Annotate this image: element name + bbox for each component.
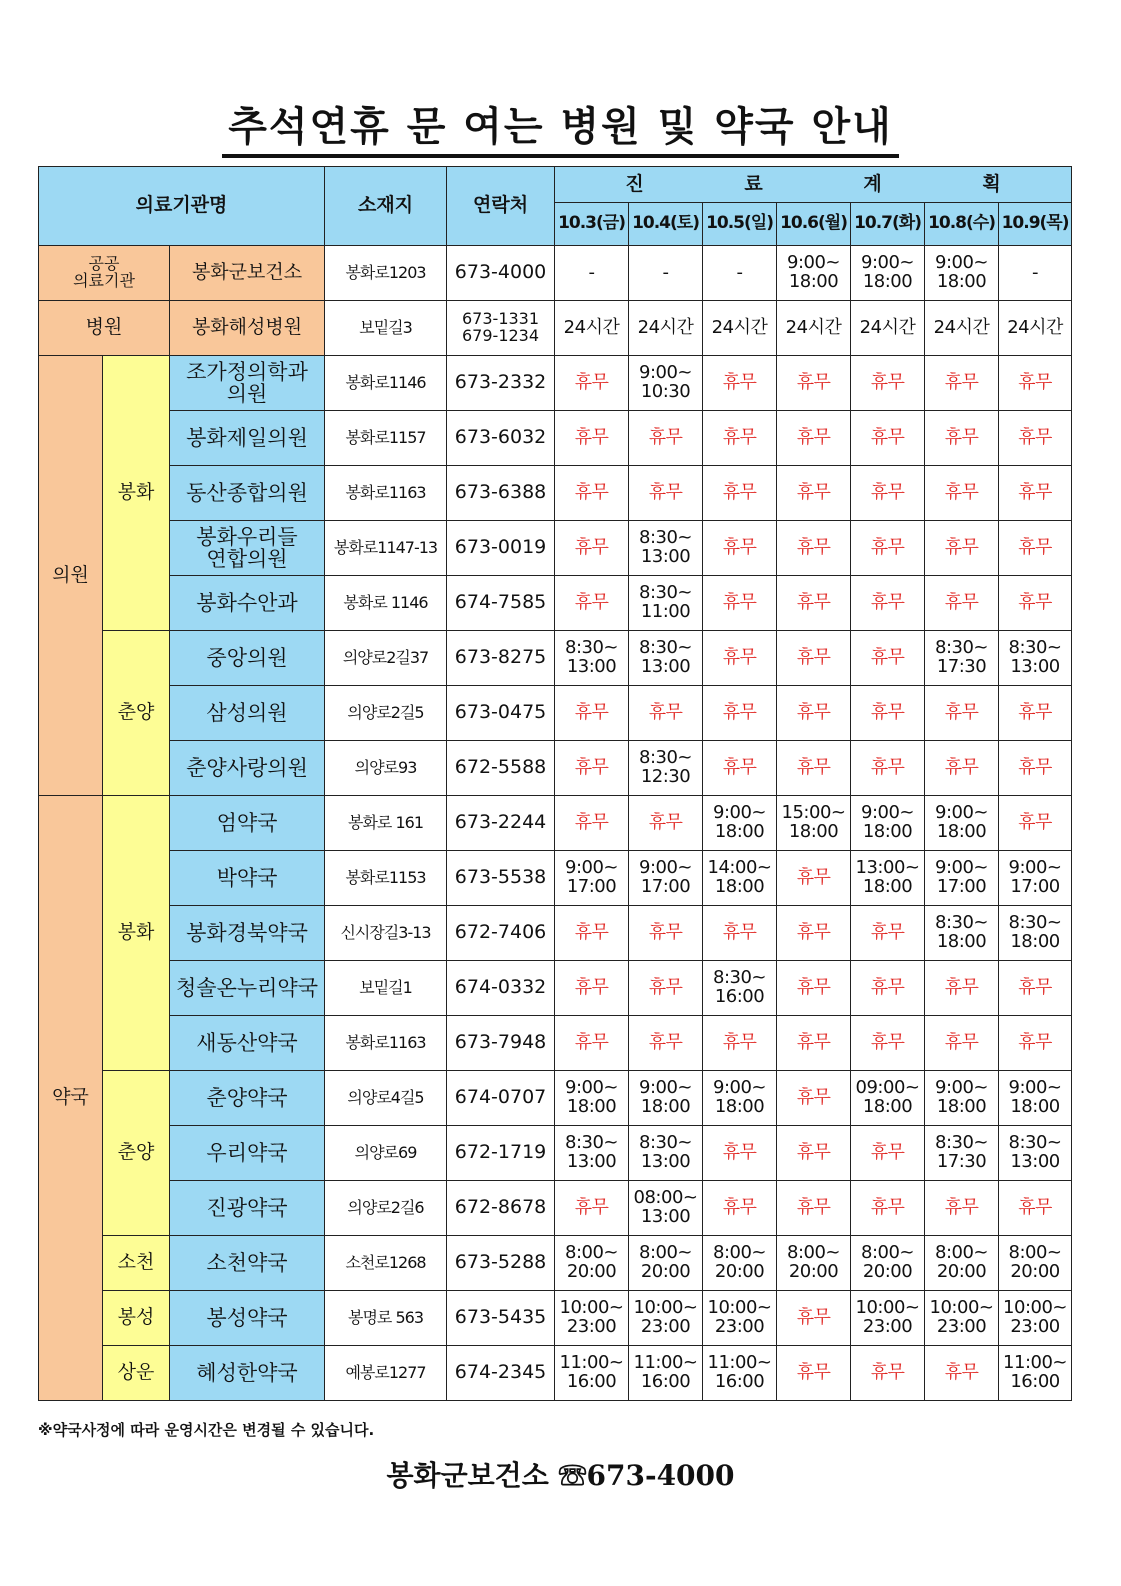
schedule-cell: 11:00~ 16:00 <box>999 1346 1072 1401</box>
institution-name: 혜성한약국 <box>170 1346 325 1401</box>
schedule-cell: 휴무 <box>925 961 999 1016</box>
schedule-cell: 휴무 <box>703 576 777 631</box>
schedule-cell: 휴무 <box>629 686 703 741</box>
schedule-cell: 휴무 <box>555 741 629 796</box>
schedule-cell: 휴무 <box>851 686 925 741</box>
schedule-cell: 휴무 <box>999 466 1072 521</box>
institution-location: 봉명로 563 <box>325 1291 447 1346</box>
schedule-cell: 휴무 <box>629 796 703 851</box>
institution-location: 의양로2길6 <box>325 1181 447 1236</box>
schedule-cell: 8:30~ 13:00 <box>629 631 703 686</box>
schedule-cell: 휴무 <box>925 576 999 631</box>
schedule-cell: 8:30~ 13:00 <box>999 631 1072 686</box>
schedule-cell: 휴무 <box>851 631 925 686</box>
table-row <box>39 631 1072 686</box>
schedule-cell: 10:00~ 23:00 <box>703 1291 777 1346</box>
institution-name: 진광약국 <box>170 1181 325 1236</box>
schedule-cell: 9:00~ 18:00 <box>925 246 999 301</box>
schedule-cell: 휴무 <box>851 741 925 796</box>
table-row <box>39 906 1072 961</box>
schedule-cell: 휴무 <box>777 466 851 521</box>
schedule-cell: 휴무 <box>703 686 777 741</box>
schedule-cell: 8:00~ 20:00 <box>777 1236 851 1291</box>
schedule-cell: 휴무 <box>777 1346 851 1401</box>
schedule-cell: 8:30~ 13:00 <box>999 1126 1072 1181</box>
schedule-cell: 9:00~ 18:00 <box>851 796 925 851</box>
schedule-cell: 8:00~ 20:00 <box>925 1236 999 1291</box>
schedule-cell: 휴무 <box>925 741 999 796</box>
schedule-cell: 휴무 <box>925 356 999 411</box>
schedule-cell: 휴무 <box>555 1181 629 1236</box>
schedule-cell: 휴무 <box>555 356 629 411</box>
institution-phone: 674-0707 <box>447 1071 555 1126</box>
schedule-cell: 8:30~ 13:00 <box>555 1126 629 1181</box>
region-sangun: 상운 <box>103 1346 170 1401</box>
institution-name: 봉화군보건소 <box>170 246 325 301</box>
schedule-cell: 8:30~ 13:00 <box>555 631 629 686</box>
schedule-cell: 9:00~ 18:00 <box>851 246 925 301</box>
schedule-cell: 8:30~ 18:00 <box>925 906 999 961</box>
schedule-cell: 휴무 <box>925 686 999 741</box>
schedule-cell: 휴무 <box>703 1016 777 1071</box>
schedule-cell: 휴무 <box>629 906 703 961</box>
institution-phone: 673-1331 679-1234 <box>447 301 555 356</box>
institution-location: 의양로4길5 <box>325 1071 447 1126</box>
region-chunyang: 춘양 <box>103 631 170 796</box>
schedule-cell: 11:00~ 16:00 <box>629 1346 703 1401</box>
schedule-cell: 휴무 <box>703 411 777 466</box>
schedule-cell: 8:30~ 12:30 <box>629 741 703 796</box>
institution-name: 조가정의학과 의원 <box>170 356 325 411</box>
schedule-cell: 8:30~ 11:00 <box>629 576 703 631</box>
footnote: ※약국사정에 따라 운영시간은 변경될 수 있습니다. <box>38 1421 375 1439</box>
region-bongseong: 봉성 <box>103 1291 170 1346</box>
schedule-cell: 11:00~ 16:00 <box>555 1346 629 1401</box>
schedule-cell: 휴무 <box>777 906 851 961</box>
institution-location: 신시장길3-13 <box>325 906 447 961</box>
institution-name: 봉화해성병원 <box>170 301 325 356</box>
institution-location: 봉화로1157 <box>325 411 447 466</box>
schedule-cell: 24시간 <box>999 301 1072 356</box>
group-public: 공공 의료기관 <box>39 246 170 301</box>
schedule-cell: 10:00~ 23:00 <box>851 1291 925 1346</box>
institution-phone: 673-0019 <box>447 521 555 576</box>
institution-phone: 673-5435 <box>447 1291 555 1346</box>
schedule-cell: 휴무 <box>555 686 629 741</box>
table-row <box>39 1071 1072 1126</box>
schedule-cell: 휴무 <box>777 851 851 906</box>
schedule-cell: 휴무 <box>999 411 1072 466</box>
group-clinic: 의원 <box>39 356 103 796</box>
header-date: 10.5(일) <box>703 203 777 246</box>
schedule-cell: 8:00~ 20:00 <box>555 1236 629 1291</box>
schedule-cell: 휴무 <box>629 466 703 521</box>
institution-phone: 674-0332 <box>447 961 555 1016</box>
schedule-cell: 휴무 <box>999 521 1072 576</box>
institution-name: 박약국 <box>170 851 325 906</box>
table-row <box>39 1236 1072 1291</box>
institution-name: 동산종합의원 <box>170 466 325 521</box>
schedule-cell: 휴무 <box>777 961 851 1016</box>
schedule-cell: 24시간 <box>555 301 629 356</box>
schedule-cell: 14:00~ 18:00 <box>703 851 777 906</box>
institution-phone: 673-5538 <box>447 851 555 906</box>
schedule-cell: 휴무 <box>703 521 777 576</box>
table-row <box>39 301 1072 356</box>
institution-name: 새동산약국 <box>170 1016 325 1071</box>
institution-name: 봉화경북약국 <box>170 906 325 961</box>
schedule-cell: 8:30~ 13:00 <box>629 521 703 576</box>
schedule-cell: 휴무 <box>629 1016 703 1071</box>
schedule-cell: 휴무 <box>555 1016 629 1071</box>
schedule-cell: 휴무 <box>851 1126 925 1181</box>
region-bonghwa: 봉화 <box>103 796 170 1071</box>
header-date: 10.9(목) <box>999 203 1072 246</box>
header-date: 10.3(금) <box>555 203 629 246</box>
region-bonghwa: 봉화 <box>103 356 170 631</box>
schedule-cell: 11:00~ 16:00 <box>703 1346 777 1401</box>
schedule-cell: 휴무 <box>629 411 703 466</box>
schedule-cell: 휴무 <box>925 466 999 521</box>
header-plan-char: 진 <box>625 172 644 195</box>
schedule-cell: 휴무 <box>999 796 1072 851</box>
schedule-cell: 휴무 <box>703 906 777 961</box>
schedule-cell: 8:00~ 20:00 <box>629 1236 703 1291</box>
institution-name: 중앙의원 <box>170 631 325 686</box>
institution-name: 봉화제일의원 <box>170 411 325 466</box>
institution-phone: 672-5588 <box>447 741 555 796</box>
table-row <box>39 246 1072 301</box>
institution-name: 춘양약국 <box>170 1071 325 1126</box>
schedule-cell: 9:00~ 17:00 <box>555 851 629 906</box>
schedule-cell: 24시간 <box>703 301 777 356</box>
institution-name: 봉화우리들 연합의원 <box>170 521 325 576</box>
schedule-cell: 09:00~ 18:00 <box>851 1071 925 1126</box>
schedule-cell: 휴무 <box>851 961 925 1016</box>
table-row <box>39 1126 1072 1181</box>
institution-location: 예봉로1277 <box>325 1346 447 1401</box>
schedule-cell: 휴무 <box>999 356 1072 411</box>
schedule-cell: 휴무 <box>925 1181 999 1236</box>
institution-location: 의양로93 <box>325 741 447 796</box>
schedule-cell: 9:00~ 10:30 <box>629 356 703 411</box>
schedule-cell: 9:00~ 17:00 <box>629 851 703 906</box>
header-plan-char: 계 <box>863 172 882 195</box>
schedule-cell: 휴무 <box>555 796 629 851</box>
schedule-cell: 휴무 <box>629 961 703 1016</box>
institution-phone: 672-7406 <box>447 906 555 961</box>
schedule-cell: 휴무 <box>777 356 851 411</box>
institution-name: 봉성약국 <box>170 1291 325 1346</box>
group-pharmacy: 약국 <box>39 796 103 1401</box>
table-row <box>39 851 1072 906</box>
schedule-cell: 9:00~ 18:00 <box>999 1071 1072 1126</box>
schedule-cell: 휴무 <box>777 631 851 686</box>
schedule-cell: - <box>999 246 1072 301</box>
schedule-table <box>38 166 1072 1401</box>
header-date: 10.8(수) <box>925 203 999 246</box>
schedule-cell: 휴무 <box>925 1016 999 1071</box>
schedule-cell: 08:00~ 13:00 <box>629 1181 703 1236</box>
table-row <box>39 411 1072 466</box>
schedule-cell: 휴무 <box>851 1346 925 1401</box>
schedule-cell: 9:00~ 17:00 <box>999 851 1072 906</box>
schedule-cell: 9:00~ 18:00 <box>777 246 851 301</box>
schedule-cell: 휴무 <box>777 686 851 741</box>
schedule-cell: - <box>629 246 703 301</box>
schedule-cell: 휴무 <box>851 1016 925 1071</box>
table-row <box>39 1346 1072 1401</box>
schedule-cell: - <box>703 246 777 301</box>
schedule-cell: 8:30~ 17:30 <box>925 631 999 686</box>
table-row <box>39 1291 1072 1346</box>
institution-name: 우리약국 <box>170 1126 325 1181</box>
footer-contact: 봉화군보건소 ☏673-4000 <box>386 1459 735 1492</box>
schedule-cell: 휴무 <box>777 1016 851 1071</box>
group-hospital: 병원 <box>39 301 170 356</box>
schedule-cell: 8:00~ 20:00 <box>851 1236 925 1291</box>
table-row <box>39 521 1072 576</box>
schedule-cell: 휴무 <box>555 466 629 521</box>
institution-location: 봉화로1203 <box>325 246 447 301</box>
institution-name: 봉화수안과 <box>170 576 325 631</box>
header-location: 소재지 <box>325 167 447 246</box>
institution-phone: 673-2332 <box>447 356 555 411</box>
schedule-cell: 휴무 <box>999 686 1072 741</box>
schedule-cell: 8:30~ 16:00 <box>703 961 777 1016</box>
institution-location: 보밑길1 <box>325 961 447 1016</box>
institution-location: 소천로1268 <box>325 1236 447 1291</box>
institution-phone: 673-8275 <box>447 631 555 686</box>
schedule-cell: 10:00~ 23:00 <box>999 1291 1072 1346</box>
schedule-cell: 휴무 <box>851 906 925 961</box>
institution-location: 의양로2길37 <box>325 631 447 686</box>
schedule-cell: 8:30~ 13:00 <box>629 1126 703 1181</box>
schedule-cell: 10:00~ 23:00 <box>555 1291 629 1346</box>
institution-location: 보밑길3 <box>325 301 447 356</box>
institution-phone: 673-6388 <box>447 466 555 521</box>
institution-location: 봉화로 1146 <box>325 576 447 631</box>
table-row <box>39 961 1072 1016</box>
schedule-cell: 휴무 <box>999 961 1072 1016</box>
schedule-cell: 휴무 <box>777 741 851 796</box>
schedule-cell: 휴무 <box>555 576 629 631</box>
schedule-cell: 휴무 <box>777 411 851 466</box>
schedule-cell: 15:00~ 18:00 <box>777 796 851 851</box>
region-socheon: 소천 <box>103 1236 170 1291</box>
schedule-cell: 24시간 <box>777 301 851 356</box>
schedule-cell: 휴무 <box>703 1126 777 1181</box>
institution-phone: 673-0475 <box>447 686 555 741</box>
institution-location: 의양로2길5 <box>325 686 447 741</box>
institution-location: 봉화로 161 <box>325 796 447 851</box>
schedule-cell: 휴무 <box>925 1346 999 1401</box>
schedule-cell: 휴무 <box>703 356 777 411</box>
institution-name: 삼성의원 <box>170 686 325 741</box>
header-date: 10.4(토) <box>629 203 703 246</box>
institution-location: 봉화로1153 <box>325 851 447 906</box>
header-plan-char: 료 <box>744 172 763 195</box>
institution-location: 봉화로1163 <box>325 1016 447 1071</box>
schedule-cell: 10:00~ 23:00 <box>629 1291 703 1346</box>
table-row <box>39 356 1072 411</box>
schedule-cell: 휴무 <box>777 1181 851 1236</box>
schedule-cell: 휴무 <box>703 741 777 796</box>
schedule-cell: 휴무 <box>555 961 629 1016</box>
schedule-cell: 9:00~ 18:00 <box>555 1071 629 1126</box>
schedule-cell: 휴무 <box>999 1181 1072 1236</box>
schedule-cell: 9:00~ 18:00 <box>703 1071 777 1126</box>
schedule-cell: 24시간 <box>925 301 999 356</box>
institution-name: 소천약국 <box>170 1236 325 1291</box>
institution-phone: 673-5288 <box>447 1236 555 1291</box>
header-plan-char: 획 <box>982 172 1001 195</box>
table-row <box>39 576 1072 631</box>
header-institution: 의료기관명 <box>39 167 325 246</box>
schedule-cell: 9:00~ 18:00 <box>925 1071 999 1126</box>
page-title: 추석연휴 문 여는 병원 및 약국 안내 <box>0 95 1121 152</box>
institution-phone: 673-7948 <box>447 1016 555 1071</box>
institution-phone: 672-8678 <box>447 1181 555 1236</box>
institution-location: 봉화로1163 <box>325 466 447 521</box>
schedule-cell: 9:00~ 18:00 <box>925 796 999 851</box>
schedule-cell: 휴무 <box>925 521 999 576</box>
table-row <box>39 686 1072 741</box>
schedule-cell: 휴무 <box>777 576 851 631</box>
schedule-cell: 휴무 <box>999 576 1072 631</box>
header-date: 10.6(월) <box>777 203 851 246</box>
table-row <box>39 1181 1072 1236</box>
schedule-cell: 24시간 <box>629 301 703 356</box>
institution-phone: 674-2345 <box>447 1346 555 1401</box>
schedule-cell: 휴무 <box>851 1181 925 1236</box>
schedule-cell: 휴무 <box>851 521 925 576</box>
schedule-cell: 9:00~ 18:00 <box>703 796 777 851</box>
table-row <box>39 796 1072 851</box>
institution-location: 봉화로1146 <box>325 356 447 411</box>
institution-phone: 673-6032 <box>447 411 555 466</box>
header-plan <box>555 167 1072 203</box>
table-row <box>39 741 1072 796</box>
schedule-cell: 9:00~ 17:00 <box>925 851 999 906</box>
schedule-cell: 24시간 <box>851 301 925 356</box>
institution-phone: 673-2244 <box>447 796 555 851</box>
schedule-cell: 8:00~ 20:00 <box>999 1236 1072 1291</box>
schedule-cell: 휴무 <box>703 631 777 686</box>
region-chunyang: 춘양 <box>103 1071 170 1236</box>
schedule-cell: 휴무 <box>777 521 851 576</box>
institution-location: 봉화로1147-13 <box>325 521 447 576</box>
institution-phone: 674-7585 <box>447 576 555 631</box>
schedule-cell: 휴무 <box>777 1126 851 1181</box>
schedule-cell: 10:00~ 23:00 <box>925 1291 999 1346</box>
schedule-cell: 휴무 <box>777 1071 851 1126</box>
schedule-cell: 휴무 <box>703 466 777 521</box>
schedule-cell: 8:00~ 20:00 <box>703 1236 777 1291</box>
institution-phone: 672-1719 <box>447 1126 555 1181</box>
schedule-cell: 휴무 <box>555 411 629 466</box>
institution-phone: 673-4000 <box>447 246 555 301</box>
schedule-cell: 휴무 <box>851 466 925 521</box>
schedule-cell: 휴무 <box>851 576 925 631</box>
schedule-cell: 휴무 <box>851 411 925 466</box>
header-date: 10.7(화) <box>851 203 925 246</box>
schedule-cell: 휴무 <box>925 411 999 466</box>
schedule-cell: 휴무 <box>777 1291 851 1346</box>
schedule-cell: 13:00~ 18:00 <box>851 851 925 906</box>
schedule-cell: 8:30~ 18:00 <box>999 906 1072 961</box>
institution-location: 의양로69 <box>325 1126 447 1181</box>
schedule-cell: 휴무 <box>851 356 925 411</box>
schedule-cell: - <box>555 246 629 301</box>
table-row <box>39 466 1072 521</box>
table-row <box>39 1016 1072 1071</box>
schedule-cell: 휴무 <box>999 1016 1072 1071</box>
schedule-cell: 휴무 <box>555 906 629 961</box>
schedule-cell: 휴무 <box>999 741 1072 796</box>
institution-name: 엄약국 <box>170 796 325 851</box>
schedule-cell: 9:00~ 18:00 <box>629 1071 703 1126</box>
institution-name: 춘양사랑의원 <box>170 741 325 796</box>
header-contact: 연락처 <box>447 167 555 246</box>
institution-name: 청솔온누리약국 <box>170 961 325 1016</box>
schedule-cell: 휴무 <box>555 521 629 576</box>
schedule-cell: 휴무 <box>703 1181 777 1236</box>
schedule-cell: 8:30~ 17:30 <box>925 1126 999 1181</box>
